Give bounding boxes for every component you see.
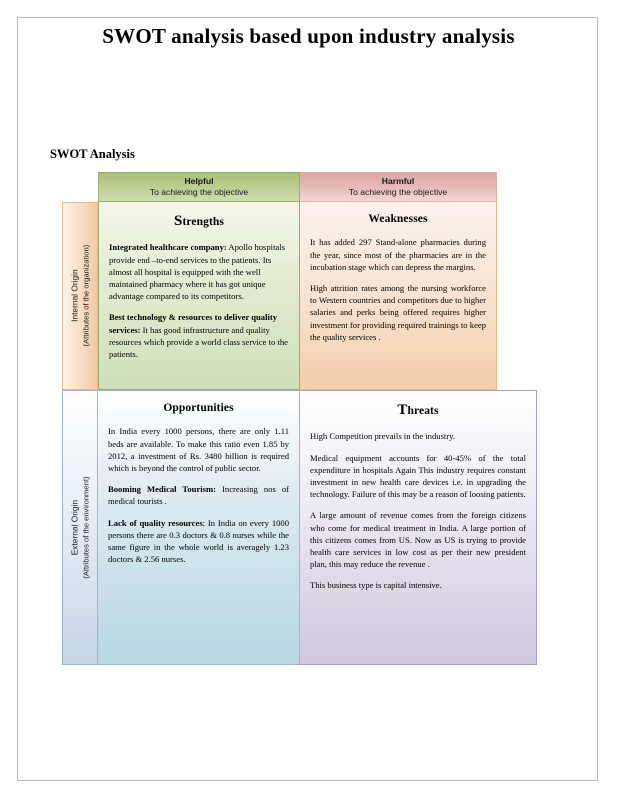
quadrant-threats (300, 390, 537, 665)
paragraph: High Competition prevails in the industry. (310, 431, 456, 442)
paragraph: Integrated healthcare company: Apollo hospitals provide end –to-end services to the patients. Its almost all hospital is equipped with the well maintained pharmacy where it has got unique advantage compared to its competitors. (109, 242, 286, 302)
column-header-helpful-main: Helpful (184, 176, 214, 186)
quadrant-opportunities-title: Opportunities (163, 402, 234, 414)
quadrant-weaknesses (300, 202, 497, 390)
row-header-internal-origin-text (68, 245, 91, 347)
column-header-harmful-sub: To achieving the objective (348, 187, 448, 198)
quadrant-strengths-title-rest: trengths (182, 216, 224, 228)
paragraph: A large amount of revenue comes from the foreign citizens who come for medical treatment in India. A large portion of this citizens comes from US. Now as US is trying to provide health care services in low cost as per their new president plan, this may reduce the revenue . (310, 510, 526, 570)
row-header-external-origin-text (68, 476, 91, 578)
column-header-harmful (300, 172, 497, 202)
paragraph: It has added 297 Stand-alone pharmacies during the year, since most of the pharmacies are in the incubation stage which can depress the margins. (310, 237, 486, 272)
quadrant-threats-title (310, 400, 526, 421)
row-header-internal-origin (62, 202, 98, 390)
paragraph-lead: Booming Medical Tourism: (108, 484, 217, 495)
quadrant-threats-title-rest: hreats (407, 405, 439, 417)
paragraph: This business type is capital intensive. (310, 580, 442, 591)
quadrant-threats-body (310, 430, 526, 591)
paragraph-lead: Lack of quality resources (108, 517, 203, 528)
paragraph: In India every 1000 persons, there are only 1.11 beds are available. To make this ratio even 1.85 by 2012, a investment of Rs. 3480 billion is required which is beyond the control of public sector. (108, 426, 289, 473)
quadrant-threats-dropcap: T (397, 402, 408, 418)
quadrant-weaknesses-title: Weaknesses (368, 213, 428, 225)
column-header-helpful (98, 172, 300, 202)
quadrant-strengths-title (109, 211, 289, 232)
row-header-external-origin-main: External Origin (69, 499, 80, 556)
paragraph-lead: Integrated healthcare company: (109, 242, 227, 253)
paragraph-lead: Best technology & resources to deliver quality services: (109, 312, 278, 335)
row-header-internal-origin-main: Internal Origin (69, 269, 80, 323)
quadrant-strengths-body (109, 241, 289, 360)
paragraph: Medical equipment accounts for 40-45% of the total expenditure in hospitals Again This industry requires constant investment in new health care devices i.e. in upgrading the technology. Failure of this may be a reason of loosing patients. (310, 452, 526, 500)
quadrant-opportunities (98, 390, 300, 665)
column-header-harmful-main: Harmful (381, 176, 415, 186)
quadrant-strengths (98, 202, 300, 390)
quadrant-strengths-dropcap: S (174, 213, 183, 229)
paragraph: Lack of quality resources: In India on every 1000 persons there are 0.3 doctors & 0.8 nurses while the same figure in the whole world is averagely 1.23 doctors & 2.56 nurses. (108, 517, 290, 565)
row-header-external-origin (62, 390, 98, 665)
row-header-internal-origin-sub: (Attributes of the organization) (81, 245, 91, 347)
column-header-helpful-sub: To achieving the objective (149, 187, 249, 198)
paragraph: High attrition rates among the nursing workforce to Western countries and competitors due to higher salaries and perks being offered requires higher investment for providing required trainings to keep the quality services . (310, 282, 486, 342)
row-header-external-origin-sub: (Attributes of the environment) (81, 476, 91, 579)
swot-analysis-caption: SWOT Analysis (50, 147, 135, 161)
quadrant-opportunities-body (108, 425, 289, 565)
quadrant-weaknesses-body (310, 236, 486, 343)
paragraph: Booming Medical Tourism: Increasing nos of medical tourists . (108, 484, 289, 507)
paragraph: Best technology & resources to deliver quality services: It has good infrastructure and quality resources which provide a world class service to the patients. (109, 312, 288, 359)
page-title: SWOT analysis based upon industry analysis (102, 24, 515, 48)
